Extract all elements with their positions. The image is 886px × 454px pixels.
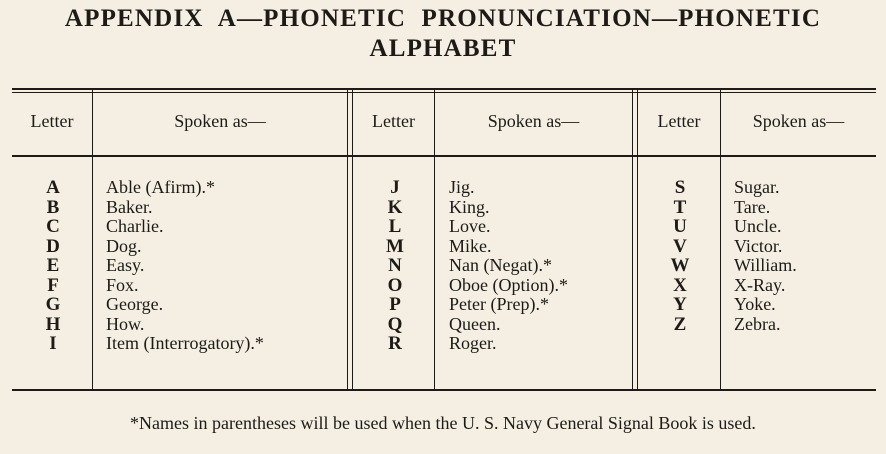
header-spoken-as: Spoken as— <box>174 111 266 131</box>
letter-cell: N <box>388 255 402 276</box>
letter-cell: C <box>46 216 60 237</box>
letter-cell: E <box>46 255 60 276</box>
letter-cell: G <box>45 294 61 315</box>
letter-cell: O <box>387 274 403 296</box>
header-letter: Letter <box>372 111 415 131</box>
letter-cell: L <box>388 216 402 237</box>
table-header-rule <box>12 155 876 157</box>
header-spoken-as: Spoken as— <box>487 111 580 131</box>
letter-cell: J <box>390 177 400 198</box>
spoken-cell: Mike. <box>449 235 492 256</box>
spoken-cell: Queen. <box>449 313 501 334</box>
letter-cell: Y <box>673 294 687 315</box>
letter-cell: A <box>46 177 60 198</box>
letter-cell: X <box>673 274 687 296</box>
spoken-cell: Jig. <box>449 177 475 197</box>
spoken-column <box>734 178 797 334</box>
spoken-cell: Item (Interrogatory).* <box>106 333 264 353</box>
table-top-rule <box>12 88 876 90</box>
column-divider <box>434 90 435 390</box>
spoken-column <box>106 178 264 354</box>
spoken-cell: Fox. <box>106 274 139 295</box>
spoken-column <box>449 178 568 354</box>
letter-cell: B <box>46 196 60 218</box>
spoken-cell: Love. <box>449 216 491 236</box>
group-divider <box>352 90 353 390</box>
letter-cell: R <box>388 333 402 354</box>
spoken-cell: Yoke. <box>734 294 776 314</box>
header-spoken-as: Spoken as— <box>752 111 845 131</box>
spoken-cell: Baker. <box>106 196 153 217</box>
spoken-cell: Charlie. <box>106 216 164 236</box>
letter-column <box>665 178 695 334</box>
spoken-cell: Peter (Prep).* <box>449 294 549 314</box>
spoken-cell: How. <box>106 313 145 334</box>
letter-column <box>380 178 410 354</box>
letter-cell: S <box>674 177 686 198</box>
group-divider <box>637 90 638 390</box>
spoken-cell: Oboe (Option).* <box>449 274 568 295</box>
spoken-cell: George. <box>106 294 164 314</box>
letter-cell: T <box>673 196 687 218</box>
letter-cell: W <box>670 255 690 276</box>
letter-cell: I <box>49 333 57 354</box>
spoken-cell: Uncle. <box>734 216 782 236</box>
spoken-cell: Sugar. <box>734 177 780 197</box>
letter-cell: K <box>387 196 403 218</box>
spoken-cell: Victor. <box>734 235 783 256</box>
letter-column <box>38 178 68 354</box>
letter-cell: P <box>389 294 401 315</box>
table-bottom-rule <box>12 389 876 391</box>
spoken-cell: King. <box>449 196 490 217</box>
letter-cell: Q <box>387 313 403 335</box>
column-divider <box>720 90 721 390</box>
letter-cell: Z <box>673 313 687 335</box>
title-line-2: ALPHABET <box>369 35 517 62</box>
column-divider <box>92 90 93 390</box>
letter-cell: V <box>673 235 687 257</box>
letter-cell: M <box>386 235 404 257</box>
spoken-cell: Able (Afirm).* <box>106 177 215 197</box>
spoken-cell: Dog. <box>106 235 142 256</box>
header-letter: Letter <box>657 111 701 131</box>
spoken-cell: Roger. <box>449 333 497 353</box>
spoken-cell: Easy. <box>106 255 145 275</box>
table-top-rule-thin <box>12 92 876 93</box>
spoken-cell: Tare. <box>734 196 771 217</box>
group-divider <box>632 90 633 390</box>
title-line-1: APPENDIX A—PHONETIC PRONUNCIATION—PHONETIC <box>64 5 822 32</box>
spoken-cell: X-Ray. <box>734 274 786 295</box>
letter-cell: U <box>673 216 687 237</box>
footnote: *Names in parentheses will be used when the U. S. Navy General Signal Book is used. <box>130 413 756 433</box>
page-title <box>0 4 886 64</box>
spoken-cell: Zebra. <box>734 313 781 334</box>
spoken-cell: Nan (Negat).* <box>449 255 552 275</box>
spoken-cell: William. <box>734 255 797 275</box>
header-letter: Letter <box>30 111 74 131</box>
letter-cell: D <box>46 235 60 257</box>
letter-cell: H <box>45 313 61 335</box>
letter-cell: F <box>47 274 59 296</box>
group-divider <box>347 90 348 390</box>
